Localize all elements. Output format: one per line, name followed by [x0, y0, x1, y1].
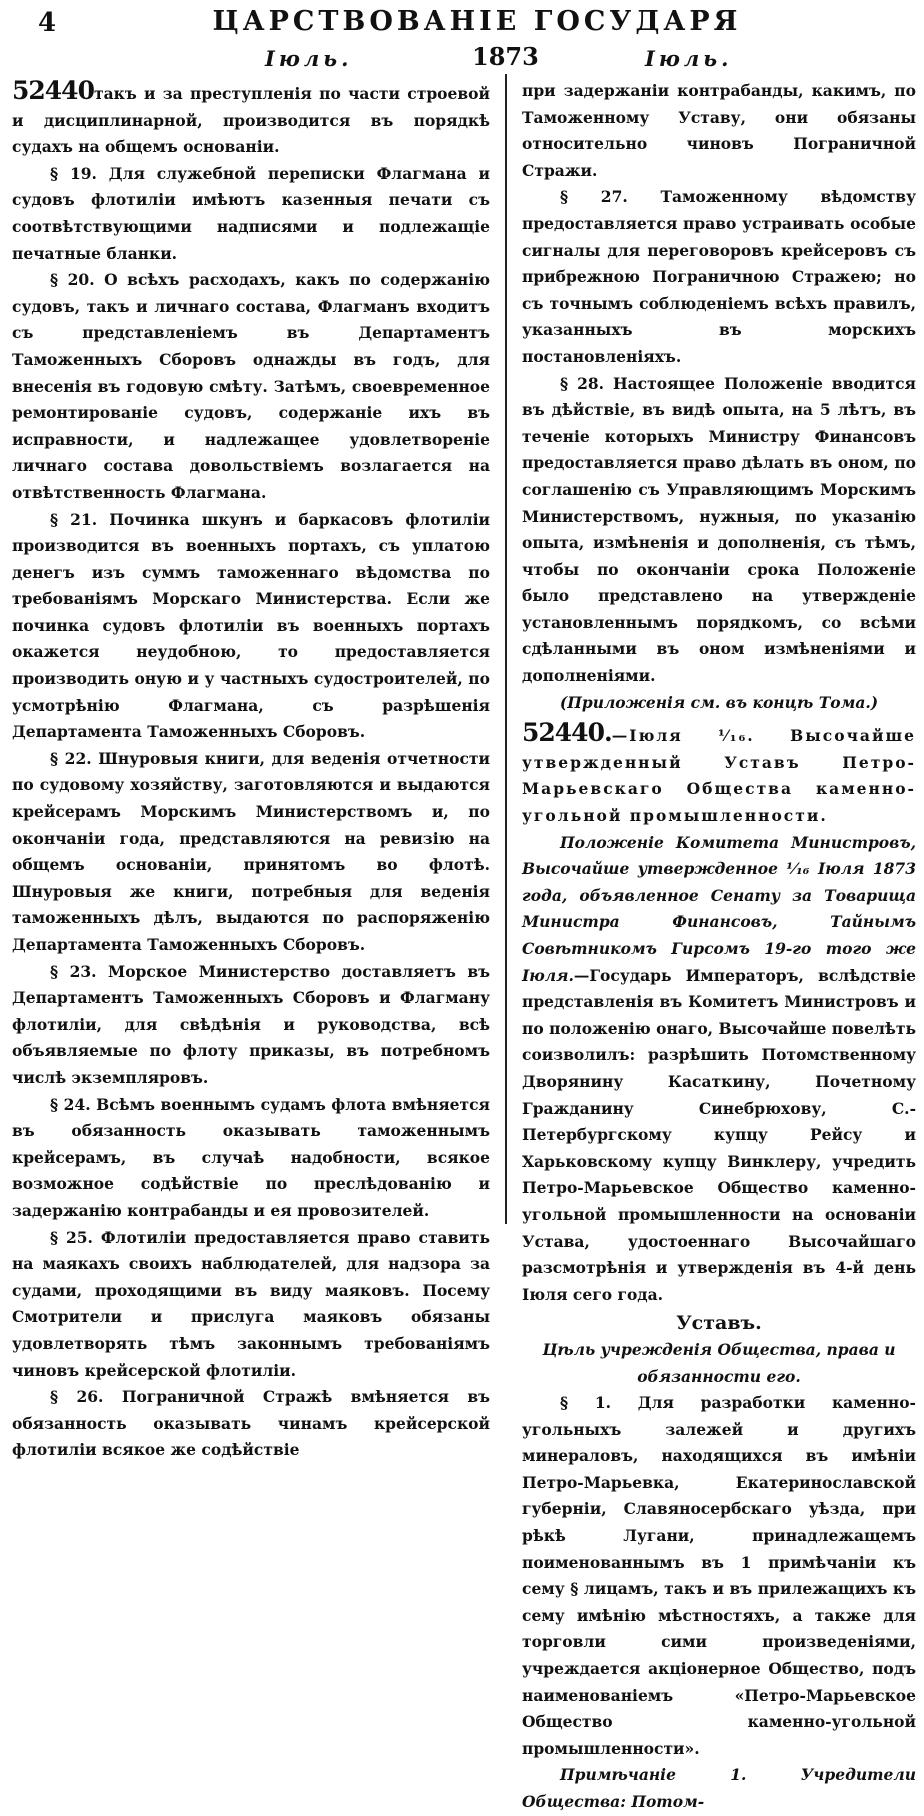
section-28: § 28. Настоящее Положеніе вводится въ дѣйствіе, въ видѣ опыта, на 5 лѣтъ, въ теченіе которыхъ Министру Финансовъ предоставляется право дѣлать въ оном, по соглашенію съ Управляющимъ Морскимъ Министерствомъ, нужныя, по указанію опыта, измѣненія и дополненія, съ тѣмъ, чтобы по окончаніи срока Положеніе было представлено на утвержденіе установленнымъ порядкомъ, со всѣми сдѣланными въ оном измѣненіями и дополненіями.	[522, 373, 916, 686]
right-column	[522, 78, 916, 1816]
month-left: Іюль.	[265, 46, 353, 71]
charter-heading: Уставъ.	[676, 1312, 762, 1335]
section-24: § 24. Всѣмъ военнымъ судамъ флота вмѣняется въ обязанность оказывать таможеннымъ крейсерамъ, въ случаѣ надобности, всякое возможное содѣйствіе по преслѣдованію и задержанію контрабанды и ея провозителей.	[12, 1094, 490, 1220]
month-right: Іюль.	[645, 46, 733, 71]
right-doc-number: 52440.	[522, 718, 612, 748]
committee-italic: Положеніе Комитета Министровъ, Высочайше утвержденное ⅟₁₆ Іюля 1873 года, объявленное Сенату за Товарища Министра Финансовъ, Тайнымъ Совѣтникомъ Гирсомъ 19-го того же Іюля.	[522, 832, 916, 985]
charter-section-1: § 1. Для разработки каменно-угольныхъ залежей и другихъ минераловъ, находящихся въ имѣніи Петро-Марьевка, Екатеринославской губерніи, Славяносербскаго уѣзда, при рѣкѣ Лугани, принадлежащемъ поименованнымъ въ 1 примѣчаніи къ сему § лицамъ, такъ и въ прилежащихъ къ сему имѣнію мѣстностяхъ, а также для торговли сими произведеніями, учреждается акціонерное Общество, подъ наименованіемъ «Петро-Марьевское Общество каменно-угольной промышленности».	[522, 1393, 916, 1758]
charter-note-1: Примѣчаніе 1. Учредители Общества: Потом-	[522, 1765, 916, 1811]
section-27: § 27. Таможенному вѣдомству предоставляется право устраивать особые сигналы для переговоровъ крейсеровъ съ прибрежною Пограничною Стражею; но съ точнымъ соблюденіемъ всѣхъ правилъ, указанныхъ въ морскихъ постановленіяхъ.	[522, 187, 916, 366]
section-19: § 19. Для служебной переписки Флагмана и судовъ флотиліи имѣютъ казенныя печати съ соотвѣтствующими надписями и подлежащіе печатные бланки.	[12, 163, 490, 263]
page-number: 4	[38, 8, 57, 38]
year: 1873	[472, 42, 539, 71]
section-20: § 20. О всѣхъ расходахъ, какъ по содержанію судовъ, такъ и личнаго состава, Флагманъ входитъ съ представленіемъ въ Департаментъ Таможенныхъ Сборовъ однажды въ годъ, для внесенія въ годовую смѣту. Затѣмъ, своевременное ремонтированіе судовъ, содержаніе ихъ въ исправности, и надлежащее удовлетвореніе личнаго состава довольствіемъ возлагается на отвѣтственность Флагмана.	[12, 270, 490, 502]
section-23: § 23. Морское Министерство доставляетъ въ Департаментъ Таможенныхъ Сборовъ и Флагману флотиліи, для свѣдѣнія и руководства, всѣ объявляемые по флоту приказы, въ потребномъ числѣ экземпляровъ.	[12, 961, 490, 1087]
left-opening-paragraph	[12, 78, 490, 161]
committee-body: —Государь Императоръ, вслѣдствіе представленія въ Комитетъ Министровъ и по положенію онаго, Высочайше повелѣть соизволилъ: разрѣшить Потомственному Дворянину Касаткину, Почетному Гражданину Синебрюхову, С.-Петербургскому купцу Рейсу и Харьковскому купцу Винклеру, учредить Петро-Марьевское Общество каменно-угольной промышленности на основаніи Устава, удостоеннаго Высочайшаго разсмотрѣнія и утвержденія въ 4-й день Іюля сего года.	[522, 965, 916, 1304]
section-21: § 21. Починка шкунъ и баркасовъ флотиліи производится въ военныхъ портахъ, съ уплатою денегъ изъ суммъ таможеннаго вѣдомства по требованіямъ Морскаго Министерства. Если же починка судовъ флотиліи въ военныхъ портахъ окажется неудобною, то предоставляется производить оную и у частныхъ судостроителей, по усмотрѣнію Флагмана, съ разрѣшенія Департамента Таможенныхъ Сборовъ.	[12, 509, 490, 742]
section-22: § 22. Шнуровыя книги, для веденія отчетности по судовому хозяйству, заготовляются и выдаются крейсерамъ Морскимъ Министерствомъ и, по окончаніи года, представляются на ревизію на общемъ основаніи, принятомъ во флотѣ. Шнуровыя же книги, потребныя для веденія таможенныхъ дѣлъ, выдаются по распоряженію Департамента Таможенныхъ Сборовъ.	[12, 748, 490, 954]
document-heading	[522, 720, 916, 829]
running-title: ЦАРСТВОВАНІЕ ГОСУДАРЯ	[212, 6, 742, 37]
left-column	[12, 78, 490, 1464]
section-25: § 25. Флотиліи предоставляется право ставить на маякахъ своихъ наблюдателей, для надзора за судами, проходящими въ виду маяковъ. Посему Смотрители и прислуга маяковъ обязаны удовлетворять тѣмъ законнымъ требованіямъ чиновъ крейсерской флотиліи.	[12, 1227, 490, 1380]
right-continuation: при задержаніи контрабанды, какимъ, по Таможенному Уставу, они обязаны относительно чиновъ Пограничной Стражи.	[522, 81, 916, 180]
column-divider	[505, 74, 507, 1224]
appendix-note: (Приложенія см. въ концѣ Тома.)	[559, 692, 879, 712]
document-heading-text: —Іюля ⅟₁₆. Высочайше утвержденный Уставъ Петро-Марьевскаго Общества каменно-угольной промышленности.	[522, 726, 916, 826]
left-opening-text: такъ и за преступленія по части строевой и дисциплинарной, производится въ порядкѣ судахъ на общемъ основаніи.	[12, 84, 490, 157]
left-doc-number: 52440	[12, 76, 94, 105]
committee-resolution	[522, 830, 916, 1309]
section-26: § 26. Пограничной Стражѣ вмѣняется въ обязанность оказывать чинамъ крейсерской флотиліи всякое же содѣйствіе	[12, 1387, 490, 1460]
charter-subheading: Цѣль учрежденія Общества, права и обязанности его.	[542, 1339, 896, 1386]
